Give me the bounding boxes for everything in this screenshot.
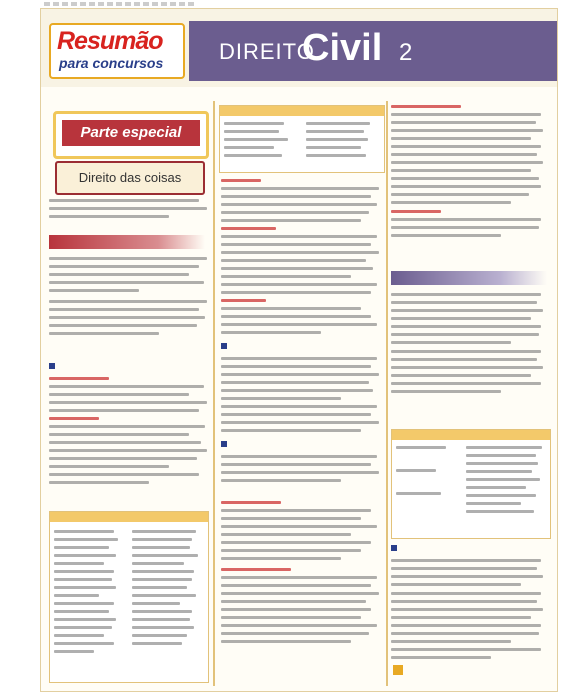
table-cell xyxy=(306,122,376,162)
subsection-marker xyxy=(49,363,58,370)
decorative-square-icon xyxy=(393,665,403,675)
header xyxy=(41,9,557,87)
text-block xyxy=(221,179,383,339)
table-header xyxy=(220,106,384,116)
top-decorative-line xyxy=(44,2,194,6)
square-bullet-icon xyxy=(391,545,397,551)
table-header xyxy=(50,512,208,522)
table-cell xyxy=(132,530,202,650)
subsection-marker xyxy=(221,343,230,350)
text-block xyxy=(49,377,209,489)
comparison-table xyxy=(49,511,209,683)
table-cell xyxy=(466,446,546,518)
table-header xyxy=(392,430,550,440)
table-cell xyxy=(396,446,456,500)
text-block xyxy=(391,559,551,664)
text-block xyxy=(221,455,383,487)
column-divider xyxy=(213,101,215,686)
table-cell xyxy=(54,530,124,658)
subsection-marker xyxy=(391,545,400,552)
text-block xyxy=(391,105,551,242)
text-block xyxy=(391,293,551,398)
square-bullet-icon xyxy=(49,363,55,369)
text-block xyxy=(49,257,209,340)
text-block xyxy=(221,357,383,437)
section-band xyxy=(391,271,547,285)
logo-line-1: Resumão xyxy=(57,27,163,55)
parte-especial-label: Parte especial xyxy=(62,120,200,146)
square-bullet-icon xyxy=(221,441,227,447)
section-band xyxy=(49,235,205,249)
title-bar xyxy=(189,21,557,81)
table-right xyxy=(391,429,551,539)
text-block xyxy=(49,199,209,223)
subsection-marker xyxy=(221,441,230,448)
title-volume: 2 xyxy=(399,39,413,66)
brand-logo xyxy=(49,23,185,79)
table-top xyxy=(219,105,385,173)
table-cell xyxy=(224,122,294,162)
title-civil: Civil xyxy=(302,27,383,69)
text-block xyxy=(221,501,383,648)
title-direito: DIREITO xyxy=(219,39,315,64)
parte-especial-box xyxy=(53,111,209,159)
square-bullet-icon xyxy=(221,343,227,349)
page xyxy=(40,8,558,692)
logo-line-2: para concursos xyxy=(59,55,164,71)
column-divider xyxy=(386,101,388,686)
direito-das-coisas-box: Direito das coisas xyxy=(55,161,205,195)
